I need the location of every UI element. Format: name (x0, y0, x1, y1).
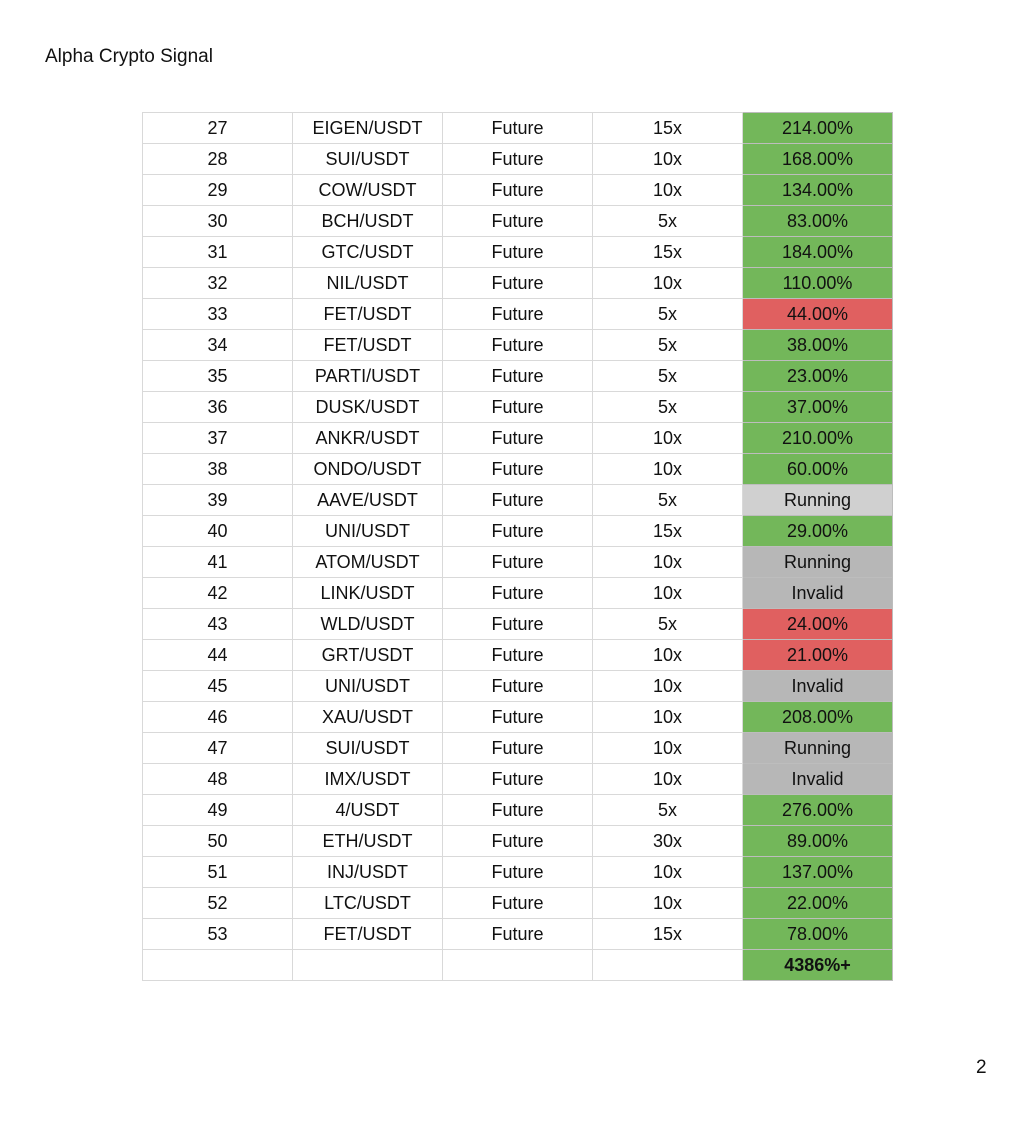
market-type-cell: Future (443, 268, 593, 299)
leverage-cell: 10x (593, 175, 743, 206)
pair-cell: AAVE/USDT (293, 485, 443, 516)
pair-cell: COW/USDT (293, 175, 443, 206)
row-number-cell: 47 (143, 733, 293, 764)
market-type-cell: Future (443, 299, 593, 330)
market-type-cell: Future (443, 702, 593, 733)
table-row (143, 826, 893, 857)
table-row (143, 361, 893, 392)
result-cell: Running (743, 485, 893, 516)
market-type-cell: Future (443, 578, 593, 609)
pair-cell: LINK/USDT (293, 578, 443, 609)
leverage-cell: 10x (593, 764, 743, 795)
pair-cell: FET/USDT (293, 299, 443, 330)
leverage-cell: 10x (593, 671, 743, 702)
result-cell: 38.00% (743, 330, 893, 361)
row-number-cell: 44 (143, 640, 293, 671)
leverage-cell: 10x (593, 454, 743, 485)
leverage-cell: 15x (593, 516, 743, 547)
row-number-cell: 51 (143, 857, 293, 888)
result-cell: 23.00% (743, 361, 893, 392)
table-row (143, 702, 893, 733)
pair-cell: FET/USDT (293, 919, 443, 950)
total-row (143, 950, 893, 981)
pair-cell: GTC/USDT (293, 237, 443, 268)
result-cell: 276.00% (743, 795, 893, 826)
leverage-cell: 10x (593, 640, 743, 671)
row-number-cell: 41 (143, 547, 293, 578)
row-number-cell: 39 (143, 485, 293, 516)
table-row (143, 795, 893, 826)
market-type-cell: Future (443, 485, 593, 516)
pair-cell: UNI/USDT (293, 671, 443, 702)
row-number-cell: 29 (143, 175, 293, 206)
leverage-cell: 5x (593, 330, 743, 361)
row-number-cell: 28 (143, 144, 293, 175)
pair-cell: NIL/USDT (293, 268, 443, 299)
market-type-cell: Future (443, 671, 593, 702)
result-cell: 37.00% (743, 392, 893, 423)
row-number-cell: 53 (143, 919, 293, 950)
result-cell: Running (743, 733, 893, 764)
pair-cell: LTC/USDT (293, 888, 443, 919)
pair-cell: UNI/USDT (293, 516, 443, 547)
market-type-cell: Future (443, 516, 593, 547)
document-title: Alpha Crypto Signal (45, 46, 213, 67)
leverage-cell: 5x (593, 392, 743, 423)
market-type-cell: Future (443, 826, 593, 857)
table-row (143, 764, 893, 795)
result-cell: 22.00% (743, 888, 893, 919)
table-row (143, 857, 893, 888)
table-row (143, 392, 893, 423)
row-number-cell: 35 (143, 361, 293, 392)
row-number-cell: 38 (143, 454, 293, 485)
leverage-cell: 10x (593, 144, 743, 175)
market-type-cell: Future (443, 764, 593, 795)
table-row (143, 206, 893, 237)
pair-cell: 4/USDT (293, 795, 443, 826)
row-number-cell: 48 (143, 764, 293, 795)
table-row (143, 485, 893, 516)
leverage-cell: 10x (593, 423, 743, 454)
leverage-cell: 5x (593, 206, 743, 237)
leverage-cell: 5x (593, 361, 743, 392)
result-cell: 24.00% (743, 609, 893, 640)
result-cell: 168.00% (743, 144, 893, 175)
total-empty-cell (143, 950, 293, 981)
row-number-cell: 52 (143, 888, 293, 919)
pair-cell: XAU/USDT (293, 702, 443, 733)
total-empty-cell (293, 950, 443, 981)
row-number-cell: 27 (143, 113, 293, 144)
table-row (143, 237, 893, 268)
leverage-cell: 5x (593, 299, 743, 330)
table-row (143, 454, 893, 485)
row-number-cell: 45 (143, 671, 293, 702)
result-cell: Invalid (743, 764, 893, 795)
leverage-cell: 15x (593, 919, 743, 950)
total-result-cell: 4386%+ (743, 950, 893, 981)
result-cell: 110.00% (743, 268, 893, 299)
market-type-cell: Future (443, 361, 593, 392)
pair-cell: WLD/USDT (293, 609, 443, 640)
table-row (143, 516, 893, 547)
pair-cell: ONDO/USDT (293, 454, 443, 485)
table-row (143, 330, 893, 361)
leverage-cell: 10x (593, 268, 743, 299)
pair-cell: IMX/USDT (293, 764, 443, 795)
row-number-cell: 32 (143, 268, 293, 299)
leverage-cell: 10x (593, 547, 743, 578)
result-cell: 44.00% (743, 299, 893, 330)
market-type-cell: Future (443, 144, 593, 175)
result-cell: 208.00% (743, 702, 893, 733)
market-type-cell: Future (443, 454, 593, 485)
result-cell: 137.00% (743, 857, 893, 888)
table-row (143, 609, 893, 640)
table-row (143, 113, 893, 144)
result-cell: 210.00% (743, 423, 893, 454)
market-type-cell: Future (443, 423, 593, 454)
leverage-cell: 10x (593, 578, 743, 609)
pair-cell: EIGEN/USDT (293, 113, 443, 144)
market-type-cell: Future (443, 547, 593, 578)
pair-cell: BCH/USDT (293, 206, 443, 237)
table-row (143, 144, 893, 175)
row-number-cell: 43 (143, 609, 293, 640)
result-cell: 134.00% (743, 175, 893, 206)
pair-cell: INJ/USDT (293, 857, 443, 888)
leverage-cell: 30x (593, 826, 743, 857)
row-number-cell: 36 (143, 392, 293, 423)
result-cell: Invalid (743, 671, 893, 702)
leverage-cell: 5x (593, 485, 743, 516)
pair-cell: GRT/USDT (293, 640, 443, 671)
signals-table-body (143, 113, 893, 981)
result-cell: 21.00% (743, 640, 893, 671)
signals-table (142, 112, 893, 981)
table-row (143, 671, 893, 702)
row-number-cell: 33 (143, 299, 293, 330)
market-type-cell: Future (443, 609, 593, 640)
table-row (143, 919, 893, 950)
table-row (143, 578, 893, 609)
result-cell: 29.00% (743, 516, 893, 547)
table-row (143, 175, 893, 206)
result-cell: Invalid (743, 578, 893, 609)
market-type-cell: Future (443, 392, 593, 423)
total-empty-cell (443, 950, 593, 981)
result-cell: 184.00% (743, 237, 893, 268)
pair-cell: SUI/USDT (293, 144, 443, 175)
row-number-cell: 49 (143, 795, 293, 826)
market-type-cell: Future (443, 919, 593, 950)
table-row (143, 640, 893, 671)
leverage-cell: 10x (593, 857, 743, 888)
market-type-cell: Future (443, 733, 593, 764)
pair-cell: ATOM/USDT (293, 547, 443, 578)
table-row (143, 547, 893, 578)
table-row (143, 733, 893, 764)
market-type-cell: Future (443, 175, 593, 206)
leverage-cell: 10x (593, 733, 743, 764)
market-type-cell: Future (443, 113, 593, 144)
row-number-cell: 37 (143, 423, 293, 454)
result-cell: 89.00% (743, 826, 893, 857)
result-cell: 214.00% (743, 113, 893, 144)
result-cell: Running (743, 547, 893, 578)
row-number-cell: 50 (143, 826, 293, 857)
market-type-cell: Future (443, 640, 593, 671)
row-number-cell: 46 (143, 702, 293, 733)
pair-cell: PARTI/USDT (293, 361, 443, 392)
row-number-cell: 40 (143, 516, 293, 547)
table-row (143, 299, 893, 330)
result-cell: 83.00% (743, 206, 893, 237)
table-row (143, 268, 893, 299)
pair-cell: DUSK/USDT (293, 392, 443, 423)
leverage-cell: 5x (593, 609, 743, 640)
table-row (143, 888, 893, 919)
market-type-cell: Future (443, 795, 593, 826)
pair-cell: ETH/USDT (293, 826, 443, 857)
table-row (143, 423, 893, 454)
leverage-cell: 15x (593, 237, 743, 268)
market-type-cell: Future (443, 237, 593, 268)
leverage-cell: 5x (593, 795, 743, 826)
market-type-cell: Future (443, 330, 593, 361)
pair-cell: ANKR/USDT (293, 423, 443, 454)
leverage-cell: 10x (593, 702, 743, 733)
row-number-cell: 30 (143, 206, 293, 237)
market-type-cell: Future (443, 888, 593, 919)
leverage-cell: 15x (593, 113, 743, 144)
pair-cell: FET/USDT (293, 330, 443, 361)
row-number-cell: 34 (143, 330, 293, 361)
market-type-cell: Future (443, 857, 593, 888)
row-number-cell: 42 (143, 578, 293, 609)
leverage-cell: 10x (593, 888, 743, 919)
page-number: 2 (976, 1057, 987, 1078)
market-type-cell: Future (443, 206, 593, 237)
total-empty-cell (593, 950, 743, 981)
row-number-cell: 31 (143, 237, 293, 268)
result-cell: 78.00% (743, 919, 893, 950)
result-cell: 60.00% (743, 454, 893, 485)
pair-cell: SUI/USDT (293, 733, 443, 764)
